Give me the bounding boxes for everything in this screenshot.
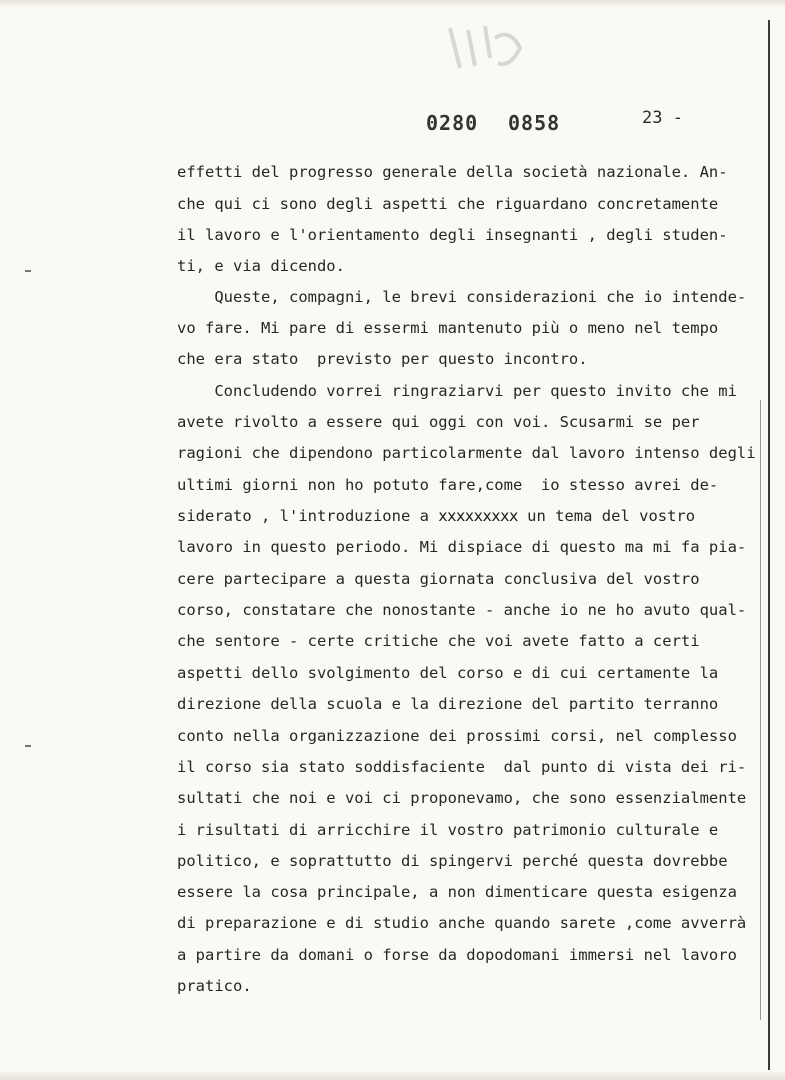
text-line: il lavoro e l'orientamento degli insegnanti , degli studen-: [177, 226, 728, 244]
text-line: effetti del progresso generale della società nazionale. An-: [177, 163, 728, 181]
faded-stamp-icon: [440, 18, 530, 78]
page-bottom-edge: [0, 1070, 785, 1080]
text-line: di preparazione e di studio anche quando sarete ,come avverrà: [177, 914, 747, 932]
text-line: politico, e soprattutto di spingervi perché questa dovrebbe: [177, 852, 728, 870]
text-line: lavoro in questo periodo. Mi dispiace di questo ma mi fa pia-: [177, 538, 747, 556]
text-line: che sentore - certe critiche che voi avete fatto a certi: [177, 632, 700, 650]
right-margin-shadow: [760, 400, 761, 1020]
text-line: che era stato previsto per questo incontro.: [177, 350, 588, 368]
text-line: direzione della scuola e la direzione del partito terranno: [177, 695, 719, 713]
margin-tick: [25, 745, 31, 747]
text-line: i risultati di arricchire il vostro patrimonio culturale e: [177, 821, 719, 839]
document-code-part2: 0858: [508, 111, 561, 135]
text-line: sultati che noi e voi ci proponevamo, che sono essenzialmente: [177, 789, 747, 807]
text-line: Queste, compagni, le brevi considerazioni che io intende-: [177, 288, 747, 306]
text-line: vo fare. Mi pare di essermi mantenuto più o meno nel tempo: [177, 319, 719, 337]
margin-tick: [25, 270, 31, 272]
text-line-with-strike: [177, 507, 695, 525]
text-line-part: un tema del vostro: [517, 507, 696, 525]
text-line: a partire da domani o forse da dopodomani immersi nel lavoro: [177, 946, 737, 964]
text-line: aspetti dello svolgimento del corso e di cui certamente la: [177, 664, 719, 682]
text-line: che qui ci sono degli aspetti che riguardano concretamente: [177, 195, 719, 213]
text-line: pratico.: [177, 977, 252, 995]
document-code-part1: 0280: [426, 111, 479, 135]
struck-out-text: xxxxxxxxx: [438, 507, 518, 525]
text-line: conto nella organizzazione dei prossimi corsi, nel complesso: [177, 727, 737, 745]
text-line: corso, constatare che nonostante - anche io ne ho avuto qual-: [177, 601, 747, 619]
text-line: il corso sia stato soddisfaciente dal punto di vista dei ri-: [177, 758, 747, 776]
text-line: avete rivolto a essere qui oggi con voi. Scusarmi se per: [177, 413, 700, 431]
page-number: 23 -: [642, 108, 683, 128]
right-margin-rule: [768, 20, 770, 1070]
text-line: cere partecipare a questa giornata conclusiva del vostro: [177, 570, 700, 588]
text-line: ragioni che dipendono particolarmente dal lavoro intenso degli: [177, 444, 756, 462]
text-line: essere la cosa principale, a non dimenticare questa esigenza: [177, 883, 737, 901]
text-line: Concludendo vorrei ringraziarvi per questo invito che mi: [177, 382, 737, 400]
text-line: ultimi giorni non ho potuto fare,come io stesso avrei de-: [177, 476, 719, 494]
text-line: ti, e via dicendo.: [177, 257, 345, 275]
page-top-edge: [0, 0, 785, 8]
text-line-part: siderato , l'introduzione a: [177, 507, 439, 525]
